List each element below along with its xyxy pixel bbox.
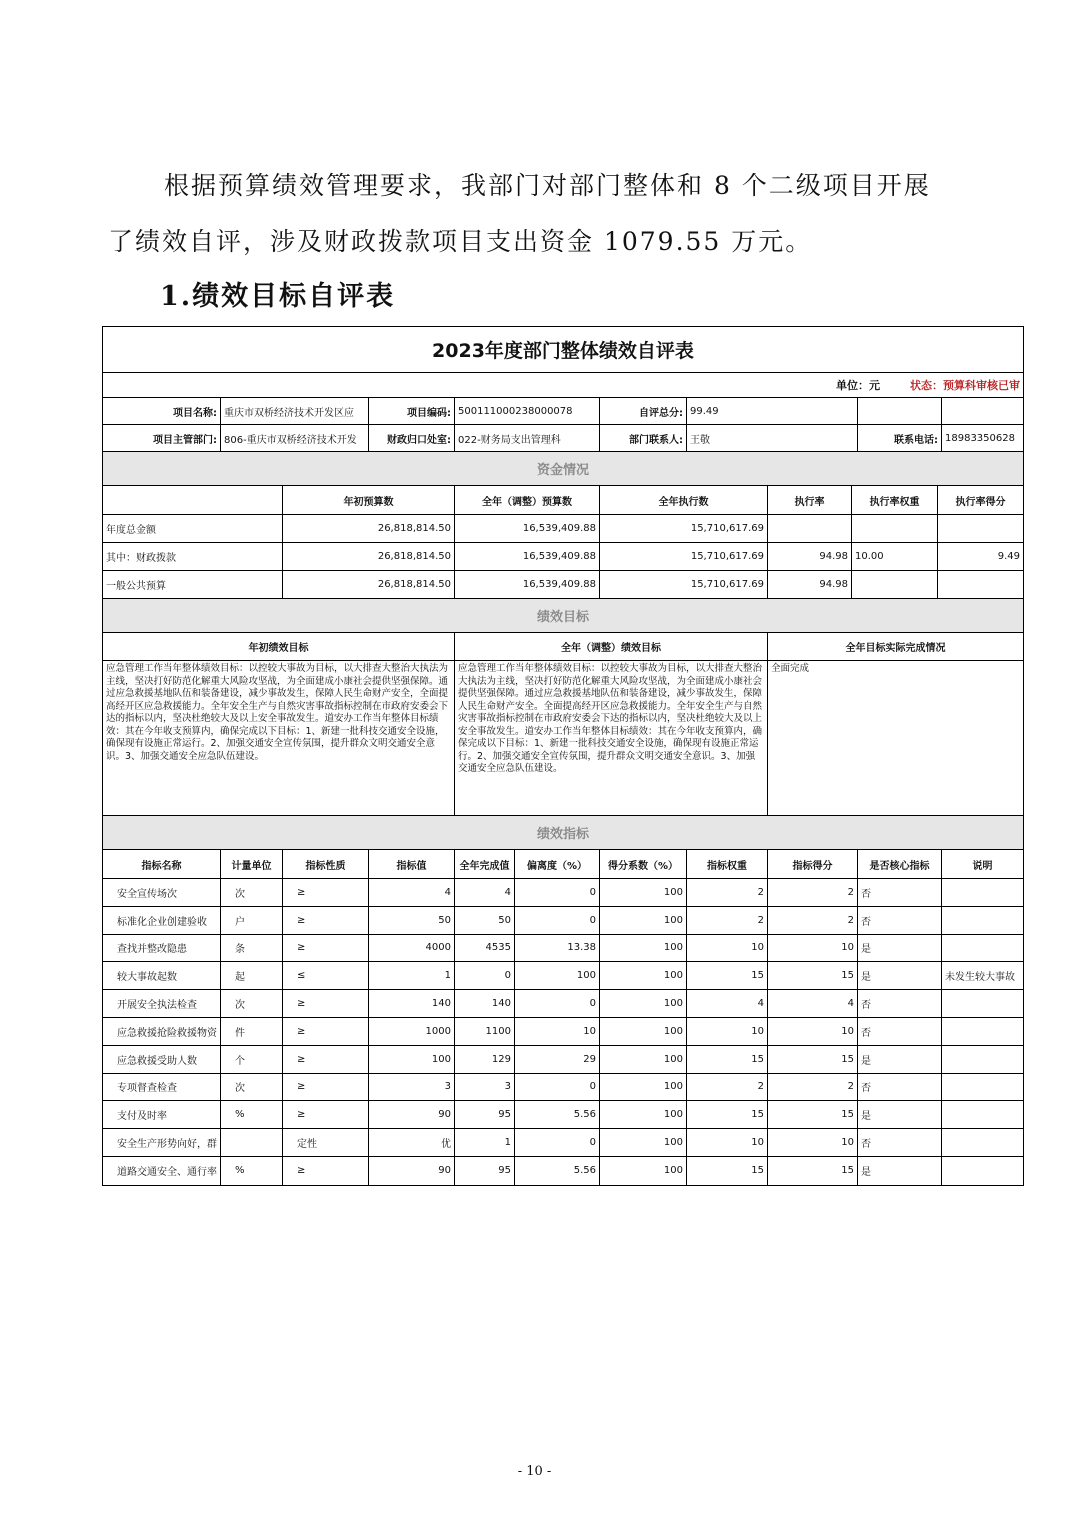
indicator-cell: 50 (455, 907, 515, 934)
indicator-cell: 1100 (455, 1018, 515, 1045)
indicators-section-title: 绩效指标 (103, 816, 1023, 849)
indicator-cell: 50 (369, 907, 455, 934)
indicator-cell: 4535 (455, 935, 515, 962)
project-name: 重庆市双桥经济技术开发区应 (221, 398, 369, 424)
indicator-cell: 2 (768, 1074, 858, 1101)
indicator-cell: ≥ (283, 935, 369, 962)
total-score: 99.49 (687, 398, 858, 424)
indicator-cell: ≥ (283, 907, 369, 934)
funds-row: 其中：财政拨款 26,818,814.50 16,539,409.88 15,710,617.69 94.98 10.00 9.49 (103, 543, 1023, 571)
finance-value: 022-财务局支出管理科 (455, 425, 600, 451)
indicator-cell: 10 (768, 1129, 858, 1156)
indicator-cell (942, 1046, 1023, 1073)
project-name-label: 项目名称: (103, 398, 221, 424)
indicator-cell: 起 (221, 962, 283, 989)
indicator-cell: 15 (687, 1046, 768, 1073)
indicator-cell: 2 (768, 907, 858, 934)
indicator-cell: 15 (768, 1101, 858, 1128)
funds-header-executed: 全年执行数 (600, 486, 768, 514)
indicator-cell: 15 (687, 1157, 768, 1185)
indicator-cell: 否 (858, 907, 942, 934)
indicator-cell: 开展安全执法检查 (103, 990, 221, 1017)
indicator-cell (942, 1101, 1023, 1128)
indicator-cell: % (221, 1101, 283, 1128)
indicator-cell: 13.38 (515, 935, 600, 962)
table-row (103, 879, 1023, 907)
indicator-cell: 支付及时率 (103, 1101, 221, 1128)
indicator-cell: 100 (600, 1018, 687, 1045)
funds-row: 年度总金额 26,818,814.50 16,539,409.88 15,710,617.69 (103, 515, 1023, 543)
indicator-cell: 2 (768, 879, 858, 906)
indicator-cell: 次 (221, 990, 283, 1017)
indicator-cell: 100 (600, 1157, 687, 1185)
indicator-cell (942, 1129, 1023, 1156)
indicator-cell: 道路交通安全、通行率 (103, 1157, 221, 1185)
indicator-cell: 100 (600, 990, 687, 1017)
score-label: 自评总分: (600, 398, 687, 424)
indicator-cell: 15 (768, 1046, 858, 1073)
unit-status-row (103, 373, 1023, 397)
indicator-cell: 次 (221, 879, 283, 906)
indicator-cell (942, 935, 1023, 962)
contact-value: 王敬 (687, 425, 858, 451)
intro-line-2: 了绩效自评，涉及财政拨款项目支出资金 1079.55 万元。 (108, 227, 813, 256)
indicator-cell: 3 (369, 1074, 455, 1101)
indicator-cell: 查找并整改隐患 (103, 935, 221, 962)
indicator-cell: 140 (455, 990, 515, 1017)
indicator-cell: ≤ (283, 962, 369, 989)
indicator-cell: 定性 (283, 1129, 369, 1156)
indicator-cell: 95 (455, 1101, 515, 1128)
indicator-cell: 100 (600, 1046, 687, 1073)
status-label: 状态：预算科审核已审 (910, 379, 1020, 392)
goal-initial-text: 应急管理工作当年整体绩效目标：以控较大事故为目标，以大排查大整治大执法为主线，坚决打好防范化解重大风险攻坚战，为全面建成小康社会提供坚强保障。通过应急救援基地队伍和装备建设，减少事故发生，保障人民生命财产安全，全面提高经开区应急救援能力。全年安全生产与自然灾害事故指标控制在市政府安委会下达的指标以内，坚决杜绝较大及以上安全事故发生。道安办工作当年整体目标绩效：其在今年收支预算内，确保完成以下目标：1、新建一批科技交通安全设施，确保现有设施正常运行。2、加强交通安全宣传氛围，提升群众文明交通安全意识。3、加强交通安全应急队伍建设。 (103, 661, 455, 815)
dept-label: 项目主管部门: (103, 425, 221, 451)
indicator-cell (942, 879, 1023, 906)
indicator-cell: 否 (858, 1129, 942, 1156)
indicator-cell: 是 (858, 935, 942, 962)
funds-header-score: 执行率得分 (955, 496, 1006, 508)
indicator-cell: ≥ (283, 879, 369, 906)
indicators-header-row: 指标名称 计量单位 指标性质 指标值 全年完成值 偏离度（%） 得分系数（%） 指标权重 指标得分 是否核心指标 说明 (103, 850, 1023, 879)
indicator-cell (942, 1074, 1023, 1101)
indicator-cell: 140 (369, 990, 455, 1017)
indicator-cell: 5.56 (515, 1157, 600, 1185)
indicator-cell (221, 1129, 283, 1156)
indicator-cell: 应急救援受助人数 (103, 1046, 221, 1073)
indicator-cell: ≥ (283, 1074, 369, 1101)
table-row (103, 990, 1023, 1018)
intro-paragraph-2 (108, 214, 988, 270)
indicator-cell: 15 (687, 1101, 768, 1128)
finance-label: 财政归口处室: (369, 425, 455, 451)
funds-header-adjusted: 全年（调整）预算数 (455, 486, 600, 514)
indicator-cell: 是 (858, 962, 942, 989)
indicator-cell: 100 (600, 1074, 687, 1101)
phone-value: 18983350628 (945, 432, 1015, 444)
table-row (103, 1157, 1023, 1185)
indicator-cell: 0 (515, 879, 600, 906)
indicator-cell: 应急救援抢险救援物资 (103, 1018, 221, 1045)
indicator-cell: 是 (858, 1046, 942, 1073)
indicator-cell: 100 (600, 962, 687, 989)
indicator-cell: 1000 (369, 1018, 455, 1045)
indicator-cell: 户 (221, 907, 283, 934)
table-row (103, 1018, 1023, 1046)
indicator-cell: 95 (455, 1157, 515, 1185)
contact-label: 部门联系人: (600, 425, 687, 451)
indicator-cell: 个 (221, 1046, 283, 1073)
indicator-cell: 否 (858, 990, 942, 1017)
funds-header-budget: 年初预算数 (283, 486, 455, 514)
unit-label: 单位：元 (836, 379, 880, 392)
table-row (103, 1074, 1023, 1102)
goals-header-actual: 全年目标实际完成情况 (845, 643, 946, 654)
indicator-cell (942, 990, 1023, 1017)
indicator-cell: 2 (687, 907, 768, 934)
indicator-cell: 否 (858, 1018, 942, 1045)
indicator-cell: ≥ (283, 1046, 369, 1073)
indicator-cell: % (221, 1157, 283, 1185)
indicator-cell: 较大事故起数 (103, 962, 221, 989)
indicator-cell: 2 (687, 879, 768, 906)
indicator-cell: 29 (515, 1046, 600, 1073)
funds-row: 一般公共预算 26,818,814.50 16,539,409.88 15,710,617.69 94.98 (103, 571, 1023, 599)
indicator-cell: ≥ (283, 1157, 369, 1185)
indicator-cell: 15 (687, 962, 768, 989)
indicator-cell: ≥ (283, 1018, 369, 1045)
indicator-cell: 4 (455, 879, 515, 906)
indicator-cell (942, 1157, 1023, 1185)
indicator-cell: 0 (515, 990, 600, 1017)
indicator-cell: 5.56 (515, 1101, 600, 1128)
indicator-cell: 100 (369, 1046, 455, 1073)
indicator-cell: 4 (768, 990, 858, 1017)
indicator-cell: 10 (687, 1018, 768, 1045)
indicator-cell: 10 (768, 935, 858, 962)
indicator-cell: 否 (858, 879, 942, 906)
indicator-cell: 1 (455, 1129, 515, 1156)
indicator-cell: 条 (221, 935, 283, 962)
intro-paragraph (108, 158, 988, 214)
indicator-cell: 4 (687, 990, 768, 1017)
indicator-cell: 标准化企业创建验收 (103, 907, 221, 934)
table-row (103, 935, 1023, 963)
indicator-cell: 安全宣传场次 (103, 879, 221, 906)
indicator-cell: 90 (369, 1157, 455, 1185)
table-row (103, 1101, 1023, 1129)
indicator-cell: 是 (858, 1101, 942, 1128)
indicator-cell: 10 (515, 1018, 600, 1045)
indicator-cell: 0 (515, 1129, 600, 1156)
indicator-cell: ≥ (283, 1101, 369, 1128)
indicator-cell: 100 (600, 907, 687, 934)
project-code-label: 项目编码: (369, 398, 455, 424)
indicator-cell: 专项督查检查 (103, 1074, 221, 1101)
table-row (103, 962, 1023, 990)
indicator-cell: 100 (600, 1101, 687, 1128)
table-row (103, 907, 1023, 935)
indicator-cell: 10 (687, 1129, 768, 1156)
section-heading: 1.绩效目标自评表 (160, 281, 396, 312)
table-row (103, 1046, 1023, 1074)
indicator-cell: 100 (600, 935, 687, 962)
indicator-cell (942, 907, 1023, 934)
goal-adjusted-text: 应急管理工作当年整体绩效目标：以控较大事故为目标，以大排查大整治大执法为主线，坚决打好防范化解重大风险攻坚战，为全面建成小康社会提供坚强保障。通过应急救援基地队伍和装备建设，减少事故发生，保障人民生命财产安全。全面提高经开区应急救援能力。全年安全生产与自然灾害事故指标控制在市政府安委会下达的指标以内，坚决杜绝较大及以上安全事故发生。道安办工作当年整体目标绩效：其在今年收支预算内，确保完成以下目标：1、新建一批科技交通安全设施，确保现有设施正常运行。2、加强交通安全宣传氛围，提升群众文明交通安全意识。3、加强交通安全应急队伍建设。 (455, 661, 768, 815)
self-evaluation-table (102, 326, 1024, 1186)
indicator-cell (942, 1018, 1023, 1045)
indicator-cell: 90 (369, 1101, 455, 1128)
indicator-cell: 否 (858, 1074, 942, 1101)
funds-section-title: 资金情况 (103, 452, 1023, 485)
table-title: 2023年度部门整体绩效自评表 (432, 340, 694, 362)
indicator-cell: ≥ (283, 990, 369, 1017)
indicator-cell: 0 (455, 962, 515, 989)
page-number: - 10 - (517, 1464, 552, 1479)
goal-actual-text: 全面完成 (771, 663, 810, 674)
phone-label: 联系电话: (858, 425, 942, 451)
funds-header-rate: 执行率 (768, 486, 852, 514)
indicator-cell: 3 (455, 1074, 515, 1101)
indicator-cell: 10 (768, 1018, 858, 1045)
indicator-cell: 是 (858, 1157, 942, 1185)
indicator-cell: 100 (515, 962, 600, 989)
project-code: 500111000238000078 (455, 398, 600, 424)
goals-header-initial: 年初绩效目标 (103, 633, 455, 660)
indicator-cell: 4 (369, 879, 455, 906)
indicator-cell: 100 (600, 879, 687, 906)
indicator-cell: 10 (687, 935, 768, 962)
funds-header-weight: 执行率权重 (852, 486, 938, 514)
indicator-cell: 100 (600, 1129, 687, 1156)
indicator-cell: 2 (687, 1074, 768, 1101)
goals-header-adjusted: 全年（调整）绩效目标 (455, 633, 768, 660)
indicator-cell: 0 (515, 907, 600, 934)
indicator-cell: 4000 (369, 935, 455, 962)
indicator-cell: 0 (515, 1074, 600, 1101)
indicator-cell: 安全生产形势向好，群 (103, 1129, 221, 1156)
indicator-cell: 129 (455, 1046, 515, 1073)
indicator-cell: 未发生较大事故 (945, 972, 1015, 984)
table-row (103, 1129, 1023, 1157)
goals-section-title: 绩效目标 (103, 599, 1023, 632)
indicator-cell: 次 (221, 1074, 283, 1101)
indicator-cell: 15 (768, 962, 858, 989)
indicator-cell: 优 (369, 1129, 455, 1156)
indicator-cell: 15 (768, 1157, 858, 1185)
intro-line-1: 根据预算绩效管理要求，我部门对部门整体和 8 个二级项目开展 (164, 171, 931, 200)
indicator-cell: 1 (369, 962, 455, 989)
indicator-cell: 件 (221, 1018, 283, 1045)
dept-value: 806-重庆市双桥经济技术开发 (221, 425, 369, 451)
